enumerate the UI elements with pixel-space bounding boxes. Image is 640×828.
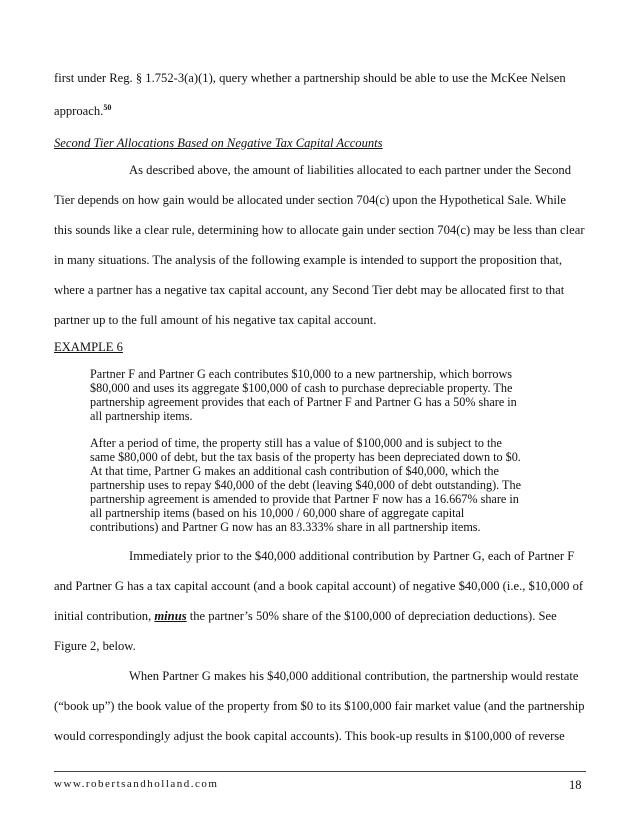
body-line: Immediately prior to the $40,000 additional contribution by Partner G, each of Partner F [129, 549, 575, 563]
footnote-ref: 50 [103, 102, 112, 112]
body-line: (“book up”) the book value of the property from $0 to its $100,000 fair market value (and the partnership [54, 699, 585, 713]
page-number: 18 [569, 778, 582, 792]
emphasis-text: minus [154, 609, 187, 623]
example-line: $80,000 and uses its aggregate $100,000 of cash to purchase depreciable property. The [90, 381, 513, 395]
example-line: At that time, Partner G makes an additional cash contribution of $40,000, which the [90, 464, 499, 478]
body-line: in many situations. The analysis of the following example is intended to support the proposition that, [54, 253, 562, 267]
example-line: After a period of time, the property still has a value of $100,000 and is subject to the [90, 436, 502, 450]
example-line: Partner F and Partner G each contributes $10,000 to a new partnership, which borrows [90, 367, 513, 381]
body-text: the partner’s 50% share of the $100,000 of depreciation deductions). See [186, 609, 557, 623]
footer-url: www.robertsandholland.com [54, 778, 219, 790]
example-line: contributions) and Partner G now has an 83.333% share in all partnership items. [90, 520, 481, 534]
body-line: first under Reg. § 1.752-3(a)(1), query whether a partnership should be able to use the McKee Nelsen [54, 71, 566, 85]
body-line: where a partner has a negative tax capital account, any Second Tier debt may be allocated first to that [54, 283, 565, 297]
body-text: approach. [54, 104, 104, 118]
body-line: partner up to the full amount of his negative tax capital account. [54, 313, 377, 327]
example-heading: EXAMPLE 6 [54, 340, 123, 354]
example-line: all partnership items. [90, 409, 193, 423]
body-line [54, 609, 557, 624]
body-line [54, 104, 111, 119]
example-line: partnership agreement provides that each of Partner F and Partner G has a 50% share in [90, 395, 517, 409]
body-line: Tier depends on how gain would be allocated under section 704(c) upon the Hypothetical Sale. While [54, 193, 567, 207]
example-line: same $80,000 of debt, but the tax basis of the property has been depreciated down to $0. [90, 450, 521, 464]
body-line: When Partner G makes his $40,000 additional contribution, the partnership would restate [129, 669, 579, 683]
footer-rule [54, 771, 586, 772]
example-line: partnership uses to repay $40,000 of the debt (leaving $40,000 of debt outstanding). The [90, 478, 521, 492]
body-line: and Partner G has a tax capital account (and a book capital account) of negative $40,000 (i.e., $10,000 of [54, 579, 584, 593]
body-line: this sounds like a clear rule, determining how to allocate gain under section 704(c) may be less than clear [54, 223, 585, 237]
body-line: Figure 2, below. [54, 639, 136, 653]
section-heading: Second Tier Allocations Based on Negative Tax Capital Accounts [54, 136, 383, 150]
body-line: As described above, the amount of liabilities allocated to each partner under the Second [129, 163, 572, 177]
body-line: would correspondingly adjust the book capital accounts). This book-up results in $100,000 of reverse [54, 729, 565, 743]
body-text: initial contribution, [54, 609, 155, 623]
example-line: partnership agreement is amended to provide that Partner F now has a 16.667% share in [90, 492, 519, 506]
example-line: all partnership items (based on his 10,000 / 60,000 share of aggregate capital [90, 506, 465, 520]
